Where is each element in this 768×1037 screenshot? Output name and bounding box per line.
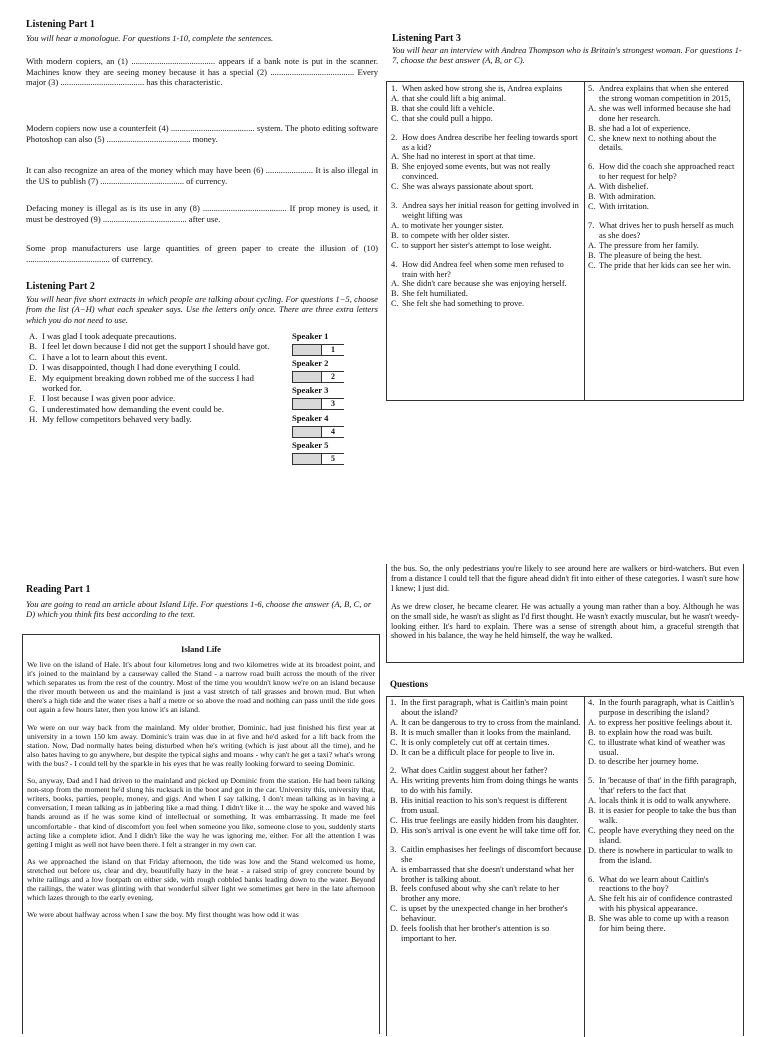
article-cont-para-1: the bus. So, the only pedestrians you're likely to see around here are walkers or bird-watchers. But even from a distance I could tell that the figure ahead didn't fit into either of these categories. I wasn't sure how I knew; I just did.	[391, 564, 739, 593]
answer-option[interactable]	[390, 816, 582, 826]
option-letter: D.	[588, 757, 597, 767]
answer-option[interactable]	[588, 806, 740, 826]
option-text: His initial reaction to his son's request is different from usual.	[401, 796, 568, 816]
option-letter: B.	[391, 162, 399, 172]
question-number: 1.	[391, 84, 398, 93]
option-text: people have everything they need on the island.	[599, 825, 735, 845]
answer-option[interactable]	[588, 261, 740, 271]
question-item	[390, 698, 582, 757]
option-text: She didn't care because she was enjoying herself.	[402, 279, 567, 289]
answer-option[interactable]	[588, 124, 740, 134]
question-number: 7.	[588, 220, 595, 230]
option-letter: B.	[391, 103, 399, 113]
rp1-right-column	[588, 698, 740, 943]
question-item	[588, 698, 740, 767]
option-text: She was always passionate about sport.	[402, 182, 534, 192]
option-text: to illustrate what kind of weather was usual.	[599, 737, 726, 757]
option-letter: B.	[588, 914, 596, 924]
answer-option[interactable]	[588, 826, 740, 846]
answer-option[interactable]	[588, 796, 740, 806]
option-text: She felt his air of confidence contrasted with his physical appearance.	[599, 894, 733, 914]
option-text: is embarrassed that she doesn't understand what her brother is talking about.	[401, 864, 574, 884]
lp3-right-column	[588, 84, 740, 279]
option-letter: B.	[390, 727, 398, 737]
speaker-1-answer-box[interactable]: 1	[292, 344, 344, 356]
rp1-article-continued	[386, 564, 744, 663]
option-letter: A.	[588, 894, 597, 904]
answer-option[interactable]	[391, 241, 581, 251]
question-item	[391, 260, 581, 310]
question-stem	[588, 698, 740, 718]
lp2-title: Listening Part 2	[26, 281, 95, 292]
answer-option[interactable]	[390, 738, 582, 748]
option-text: locals think it is odd to walk anywhere.	[599, 796, 731, 806]
option-text: feels confused about why she can't relate to her brother any more.	[401, 884, 560, 904]
option-letter: C.	[391, 299, 399, 309]
option-letter: A.	[390, 776, 399, 786]
option-letter: C.	[588, 260, 596, 270]
question-number: 3.	[390, 844, 397, 854]
speaker-4-label: Speaker 4	[292, 413, 329, 423]
answer-option[interactable]	[588, 192, 740, 202]
question-item	[391, 133, 581, 192]
question-text: In the fourth paragraph, what is Caitlin's purpose in describing the island?	[599, 698, 735, 717]
question-text: When asked how strong she is, Andrea explains	[402, 84, 563, 93]
answer-option[interactable]	[588, 202, 740, 212]
question-number: 1.	[390, 698, 397, 707]
option-letter: A.	[391, 152, 400, 162]
lp2-option: C. I have a lot to learn about this event.	[29, 351, 168, 362]
option-text: It can be dangerous to try to cross from the mainland.	[401, 717, 581, 727]
option-letter: C.	[588, 133, 596, 143]
answer-option[interactable]	[390, 865, 582, 885]
option-text: it is easier for people to take the bus than walk.	[599, 806, 737, 825]
answer-option[interactable]	[391, 104, 581, 114]
question-stem	[390, 766, 582, 776]
lp2-option: D. I was disappointed, though I had done everything I could.	[29, 362, 241, 373]
lp1-para-1: With modern copiers, an (1) ....................................... appears if a bank note is put in the scanner. Machines know they are seeing money because it has a special (2) ....................................... Every major (3) ....................................... has this characteristic.	[26, 56, 378, 88]
question-text: How does Andrea describe her feeling towards sport as a kid?	[402, 132, 578, 152]
question-number: 2.	[391, 132, 398, 142]
speaker-5-answer-box[interactable]: 5	[292, 453, 344, 465]
speaker-2-label: Speaker 2	[292, 358, 329, 368]
lp3-left-column	[391, 84, 581, 318]
option-text: She enjoyed some events, but was not really convinced.	[402, 162, 551, 182]
rp1-title: Reading Part 1	[26, 584, 91, 595]
answer-option[interactable]	[391, 231, 581, 241]
lp2-instructions: You will hear five short extracts in which people are talking about cycling. For questions 1−5, choose from the list (A−H) what each speaker says. Use the letters only once. There are three extra letters which you do not need to use.	[26, 294, 378, 325]
lp2-option: B. I feel let down because I did not get the support I should have got.	[29, 341, 270, 352]
lp1-title: Listening Part 1	[26, 19, 95, 30]
question-stem	[391, 260, 581, 280]
option-letter: A.	[391, 279, 400, 289]
speaker-3-label: Speaker 3	[292, 385, 329, 395]
lp1-para-5: Some prop manufacturers use large quantities of green paper to create the illusion of (10) ....................................... of currency.	[26, 243, 378, 264]
option-text: there is nowhere in particular to walk to from the island.	[599, 845, 733, 865]
question-number: 5.	[588, 84, 595, 93]
option-letter: C.	[588, 825, 596, 835]
option-letter: A.	[390, 717, 399, 727]
lp1-para-4: Defacing money is illegal as is its use in any (8) ....................................... If prop money is used, it must be destroyed (9) ....................................... after use.	[26, 203, 378, 224]
speaker-4-answer-box[interactable]: 4	[292, 426, 344, 438]
answer-option[interactable]	[391, 279, 581, 289]
question-text: What do we learn about Caitlin's reactions to the boy?	[599, 874, 709, 894]
option-text: His son's arrival is one event he will take time off for.	[401, 825, 581, 835]
answer-option[interactable]	[390, 826, 582, 836]
option-text: With irritation.	[599, 201, 649, 211]
option-letter: B.	[588, 123, 596, 133]
question-item	[390, 766, 582, 835]
question-text: In the first paragraph, what is Caitlin's main point about the island?	[401, 698, 568, 717]
answer-option[interactable]	[588, 894, 740, 914]
lp1-para-2: Modern copiers now use a counterfeit (4) ....................................... system. The photo editing software Photoshop can also (5) ....................................... money.	[26, 123, 378, 144]
question-stem	[588, 776, 740, 796]
questions-title: Questions	[390, 679, 429, 689]
question-stem	[588, 162, 740, 182]
option-text: With disbelief.	[599, 182, 649, 192]
option-letter: A.	[588, 182, 597, 192]
answer-option[interactable]	[391, 289, 581, 299]
question-number: 4.	[391, 259, 398, 269]
lp3-instructions: You will hear an interview with Andrea Thompson who is Britain's strongest woman. For questions 1-7, choose the best answer (A, B, or C).	[392, 45, 742, 66]
article-para-4: As we approached the island on that Friday afternoon, the tide was low and the Stand welcomed us home, stretched out before us, clear and dry, beautifully hazy in the heat - a raised strip of grey concrete bound by white railings and a low footpath on either side, with rough cobbled banks leading down to the water. Beyond the railings, the water was glinting with that wonderful silver light we sometimes get here in the late afternoon which lazes through to the early evening.	[27, 856, 375, 903]
lp1-instructions: You will hear a monologue. For questions 1-10, complete the sentences.	[26, 33, 274, 43]
question-text: Caitlin emphasises her feelings of discomfort because she	[401, 844, 582, 864]
answer-option[interactable]	[390, 728, 582, 738]
option-letter: D.	[390, 825, 399, 835]
answer-option[interactable]	[391, 221, 581, 231]
question-number: 4.	[588, 698, 595, 707]
option-letter: D.	[390, 747, 399, 757]
speaker-1-label: Speaker 1	[292, 331, 329, 341]
lp1-para-3: It can also recognize an area of the money which may have been (6) ...................... It is also illegal in the US to publish (7) ....................................... of currency.	[26, 165, 378, 186]
rp1-article-box	[22, 634, 380, 1034]
option-letter: C.	[390, 904, 398, 914]
question-number: 2.	[390, 766, 397, 776]
rp1-instructions: You are going to read an article about Island Life. For questions 1-6, choose the answer (A, B, C, or D) which you think fits best according to the text.	[26, 599, 372, 620]
option-letter: A.	[588, 717, 597, 727]
question-item	[588, 776, 740, 865]
article-cont-para-2: As we drew closer, he became clearer. He was actually a young man rather than a boy. Although he was on the small side, he wasn't as slight as I'd first thought. He wasn't exactly muscular, but he wasn't weedy-looking either. It's hard to explain. There was a sense of strength about him, a graceful strength that showed in his balance, the way he held himself, the way he walked.	[391, 601, 739, 641]
option-text: she knew next to nothing about the details.	[599, 133, 717, 153]
option-text: she was well informed because she had done her research.	[599, 103, 731, 123]
lp2-option: A. I was glad I took adequate precautions.	[29, 331, 177, 341]
option-letter: C.	[390, 737, 398, 747]
answer-option[interactable]	[390, 884, 582, 904]
option-text: His writing prevents him from doing things he wants to do with his family.	[401, 776, 579, 796]
question-stem	[588, 875, 740, 895]
article-title: Island Life	[181, 644, 221, 654]
answer-option[interactable]	[391, 162, 581, 182]
option-letter: A.	[588, 796, 597, 806]
answer-option[interactable]	[588, 182, 740, 192]
option-text: to compete with her older sister.	[402, 230, 510, 240]
lp3-title: Listening Part 3	[392, 33, 461, 44]
option-text: His true feelings are easily hidden from his daughter.	[401, 815, 579, 825]
answer-option[interactable]	[390, 796, 582, 816]
option-text: It is much smaller than it looks from the mainland.	[401, 727, 571, 737]
answer-option[interactable]	[588, 241, 740, 251]
answer-option[interactable]	[391, 182, 581, 192]
question-item	[588, 875, 740, 934]
option-text: She had no interest in sport at that time.	[402, 152, 536, 162]
option-letter: C.	[391, 182, 399, 192]
question-stem	[391, 201, 581, 221]
answer-option[interactable]	[391, 152, 581, 162]
question-text: How did Andrea feel when some men refused to train with her?	[402, 259, 564, 279]
option-text: to describe her journey home.	[599, 757, 699, 767]
answer-option[interactable]	[588, 728, 740, 738]
question-stem	[588, 221, 740, 241]
article-para-3: So, anyway, Dad and I had driven to the mainland and picked up Dominic from the station. He had been talking non-stop from the moment he'd slung his rucksack in the boot and got in the car. University this, university that, writers, books, parties, people, money, and gigs. And when I say talking, I don't mean talking as in having a conversation, I mean talking as in jabbering like a mad thing. I didn't like it ... the way he spoke and waved his hands around as if he was some kind of intellectual or something. It was embarrassing. It made me feel uncomfortable - that kind of discomfort you feel when someone you like, someone close to you, suddenly starts acting like a complete idiot. And I didn't like the way he was ignoring me, either. For all the attention I was getting I might as well not have been there. I felt a stranger in my own car.	[27, 776, 375, 849]
option-text: to support her sister's attempt to lose weight.	[402, 240, 552, 250]
option-text: is upset by the unexpected change in her brother's behaviour.	[401, 904, 568, 924]
speaker-5-label: Speaker 5	[292, 440, 329, 450]
question-number: 5.	[588, 776, 595, 786]
answer-option[interactable]	[588, 251, 740, 261]
option-letter: B.	[391, 230, 399, 240]
question-text: Andrea explains that when she entered the strong woman competition in 2015,	[599, 84, 731, 103]
option-text: It is only completely cut off at certain times.	[401, 737, 550, 747]
lp2-option: E. My equipment breaking down robbed me of the success I had worked for.	[29, 372, 254, 394]
lp2-option: H. My fellow competitors behaved very badly.	[29, 414, 192, 425]
article-para-2: We were on our way back from the mainland. My older brother, Dominic, had just finished his first year at university in a town 150 km away. Dominic's train was due in at five and he'd asked for a lift back from the station. Now, Dad normally hates being disturbed when he's writing (which is just about all the time), and he also hates having to go anywhere, but despite the typical sighs and moans - why can't he get a taxi? what's wrong with the bus? - I could tell by the sparkle in his eyes that he was really looking forward to seeing Dominic.	[27, 722, 375, 768]
option-letter: B.	[588, 727, 596, 737]
option-letter: A.	[588, 240, 597, 250]
option-letter: C.	[588, 201, 596, 211]
answer-option[interactable]	[588, 846, 740, 866]
option-text: she had a lot of experience.	[599, 123, 691, 133]
option-text: It can be a difficult place for people to live in.	[401, 747, 555, 757]
option-text: to motivate her younger sister.	[402, 220, 504, 230]
option-letter: A.	[391, 220, 400, 230]
question-number: 6.	[588, 162, 595, 172]
option-letter: B.	[390, 796, 398, 806]
question-stem	[588, 84, 740, 104]
question-text: How did the coach she approached react to her request for help?	[599, 162, 735, 182]
question-stem	[391, 133, 581, 153]
answer-option[interactable]	[390, 718, 582, 728]
question-item	[391, 84, 581, 124]
option-letter: D.	[588, 845, 597, 855]
option-text: that she could pull a hippo.	[402, 113, 493, 123]
answer-option[interactable]	[391, 299, 581, 309]
speaker-2-answer-box[interactable]: 2	[292, 371, 344, 383]
option-text: The pride that her kids can see her win.	[599, 260, 731, 270]
option-text: She felt she had something to prove.	[402, 299, 525, 309]
option-letter: A.	[588, 103, 597, 113]
lp2-option: F. I lost because I was given poor advice.	[29, 393, 176, 404]
option-letter: D.	[390, 924, 399, 934]
question-stem	[391, 84, 581, 94]
option-letter: C.	[391, 113, 399, 123]
question-text: Andrea says her initial reason for getting involved in weight lifting was	[402, 201, 579, 220]
question-number: 3.	[391, 201, 398, 211]
answer-option[interactable]	[390, 924, 582, 944]
answer-option[interactable]	[391, 94, 581, 104]
question-item	[588, 84, 740, 153]
article-para-5: We were about halfway across when I saw the boy. My first thought was how odd it was	[27, 910, 299, 920]
speaker-3-answer-box[interactable]: 3	[292, 398, 344, 410]
option-letter: B.	[390, 884, 398, 894]
question-number: 6.	[588, 874, 595, 884]
answer-option[interactable]	[390, 748, 582, 758]
option-letter: C.	[391, 240, 399, 250]
question-text: What does Caitlin suggest about her father?	[401, 766, 548, 776]
question-item	[588, 162, 740, 212]
lp2-option: G. I underestimated how demanding the event could be.	[29, 403, 224, 414]
answer-option[interactable]	[588, 757, 740, 767]
lp3-question-box	[386, 81, 744, 401]
question-item	[390, 845, 582, 944]
option-text: She was able to come up with a reason for him being there.	[599, 914, 729, 934]
option-letter: C.	[588, 737, 596, 747]
option-letter: A.	[391, 93, 400, 103]
lp2-options-list	[29, 331, 277, 425]
option-letter: B.	[588, 250, 596, 260]
article-para-1: We live on the island of Hale. It's about four kilometres long and two kilometres wide at its broadest point, and it's joined to the mainland by a causeway called the Stand - a narrow road built across the mouth of the river which separates us from the rest of the country. Most of the time you wouldn't know we're on an island because the river mouth between us and the mainland is just a vast stretch of tall grasses and brown mud. But when there's a high tide and the water rises a half a metre or so above the road and nothing can pass until the tide goes out again a few hours later, then you know it's an island.	[27, 660, 375, 715]
option-text: She felt humiliated.	[402, 289, 468, 299]
question-item	[391, 201, 581, 251]
question-item	[588, 221, 740, 271]
option-text: to express her positive feelings about it.	[599, 717, 733, 727]
option-text: With admiration.	[599, 192, 656, 202]
option-letter: A.	[390, 864, 399, 874]
option-letter: B.	[588, 192, 596, 202]
rp1-left-column	[390, 698, 582, 953]
question-stem	[390, 845, 582, 865]
option-letter: B.	[588, 806, 596, 816]
option-letter: C.	[390, 815, 398, 825]
question-stem	[390, 698, 582, 718]
option-text: The pleasure of being the best.	[599, 250, 702, 260]
option-text: that she could lift a big animal.	[402, 93, 506, 103]
answer-option[interactable]	[390, 904, 582, 924]
answer-option[interactable]	[390, 776, 582, 796]
option-text: feels foolish that her brother's attention is so important to her.	[401, 924, 550, 943]
option-text: to explain how the road was built.	[599, 727, 713, 737]
answer-option[interactable]	[588, 914, 740, 934]
option-letter: B.	[391, 289, 399, 299]
rp1-question-box	[386, 696, 744, 1036]
answer-option[interactable]	[391, 114, 581, 124]
answer-option[interactable]	[588, 738, 740, 758]
option-text: that she could lift a vehicle.	[402, 103, 495, 113]
answer-option[interactable]	[588, 104, 740, 124]
question-text: In 'because of that' in the fifth paragraph, 'that' refers to the fact that	[599, 776, 737, 796]
answer-option[interactable]	[588, 134, 740, 154]
option-text: The pressure from her family.	[599, 240, 699, 250]
answer-option[interactable]	[588, 718, 740, 728]
question-text: What drives her to push herself as much as she does?	[599, 220, 734, 240]
